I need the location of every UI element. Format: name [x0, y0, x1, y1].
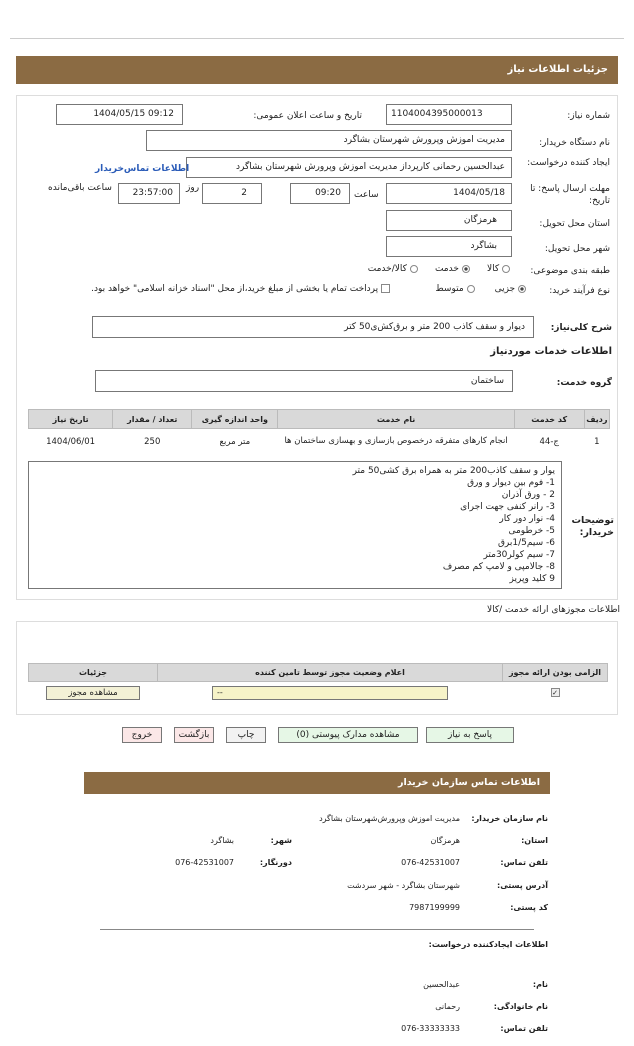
process-label: نوع فرآیند خرید:	[549, 286, 610, 296]
permit-required-checkbox: ✓	[552, 688, 558, 697]
buyer-org-field: مدیریت اموزش وپرورش شهرستان بشاگرد	[146, 130, 512, 151]
buyer-org-label: نام دستگاه خریدار:	[539, 138, 610, 148]
payment-checkbox[interactable]	[381, 284, 390, 293]
table-row: 1 ج-44 انجام کارهای متفرقه درخصوص بازسازی و بهسازی ساختمان ها متر مربع 250 1404/06/01	[46, 436, 600, 447]
creator-details: اطلاعات ایجادکننده درخواست: نام: عبدالحسین نام خانوادگی: رحمانی تلفن تماس: 076-33333333	[401, 940, 548, 1033]
category-option-service[interactable]: خدمت	[435, 264, 470, 274]
province-field: هرمزگان	[386, 210, 512, 231]
creator-label: ایجاد کننده درخواست:	[527, 158, 610, 168]
payment-note: پرداخت تمام یا بخشی از مبلغ خرید،از محل "اسناد خزانه اسلامی" خواهد بود.	[91, 284, 390, 294]
attachments-button[interactable]: مشاهده مدارک پیوستی (0)	[278, 727, 418, 743]
days-field: 2	[202, 183, 262, 204]
print-button[interactable]: چاپ	[226, 727, 266, 743]
creator-field: عبدالحسین رحمانی کارپرداز مدیریت اموزش وپرورش شهرستان بشاگرد	[186, 157, 512, 178]
city-label: شهر محل تحویل:	[544, 244, 610, 254]
page-title: جزئیات اطلاعات نیاز	[507, 64, 608, 75]
deadline-time-field: 09:20	[290, 183, 350, 204]
need-number-field: 1104004395000013	[386, 104, 512, 125]
top-divider	[10, 38, 624, 39]
summary-label: شرح کلی‌نیاز:	[550, 323, 612, 333]
process-option-minor[interactable]: جزیی	[495, 284, 526, 294]
deadline-date-field: 1404/05/18	[386, 183, 512, 204]
reply-button[interactable]: پاسخ به نیاز	[426, 727, 514, 743]
exit-button[interactable]: خروج	[122, 727, 162, 743]
permit-status-field[interactable]: --	[212, 686, 448, 700]
province-label: استان محل تحویل:	[539, 219, 610, 229]
service-table	[28, 409, 610, 455]
category-option-both[interactable]: کالا/خدمت	[368, 264, 418, 274]
table-row	[29, 682, 608, 704]
category-option-goods[interactable]: کالا	[487, 264, 510, 274]
need-number-label: شماره نیاز:	[567, 111, 610, 121]
remaining-time-field: 23:57:00	[118, 183, 180, 204]
buyer-contact-link[interactable]: اطلاعات تماس‌خریدار	[95, 164, 190, 174]
announce-datetime-label: تاریخ و ساعت اعلان عمومی:	[253, 111, 362, 121]
back-button[interactable]: بازگشت	[174, 727, 214, 743]
category-label: طبقه بندی موضوعی:	[530, 266, 610, 276]
service-table-header: ردیف کد خدمت نام خدمت واحد اندازه گیری تعداد / مقدار تاریخ نیاز	[29, 410, 610, 429]
days-label: روز	[186, 183, 200, 193]
service-group-label: گروه خدمت:	[556, 378, 612, 388]
deadline-label: مهلت ارسال پاسخ: تا تاریخ:	[530, 184, 610, 206]
announce-datetime-field: 1404/05/15 09:12	[56, 104, 183, 125]
category-options	[368, 264, 510, 274]
remaining-label: ساعت باقی‌مانده	[48, 183, 112, 193]
services-info-title: اطلاعات خدمات موردنیاز	[490, 346, 612, 357]
permits-title: اطلاعات مجوزهای ارائه خدمت /کالا	[486, 605, 620, 615]
buyer-description-box: یوار و سقف کاذب200 متر به همراه برق کشی50 متر 1- فوم بین دیوار و ورق 2 - ورق آذران 3- رانر کنفی جهت اجرای 4- نوار دور کار 5- خرطومی 6- سیم1/5برق 7- سیم کولر30متر 8- جالامپی و لامپ کم مصرف 9 کلید وپریز	[28, 461, 562, 589]
time-label: ساعت	[354, 190, 379, 200]
buyer-description-label: توضیحات خریدار:	[571, 515, 614, 538]
city-field: بشاگرد	[386, 236, 512, 257]
page-header	[16, 56, 618, 84]
contact-divider	[100, 929, 534, 930]
contact-details: نام سازمان خریدار: مدیریت اموزش وپرورش‌شهرستان بشاگرد استان: هرمزگان شهر: بشاگرد تلفن تماس: 076-42531007 دورنگار: 076-42531007 آدرس پستی: شهرستان بشاگرد - شهر سردشت کد پستی: 7987199999	[175, 814, 548, 912]
permits-table: الزامی بودن ارائه مجوز اعلام وضعیت مجوز توسط تامین کننده جزئیات ✓ -- مشاهده مجوز	[28, 663, 608, 704]
process-option-medium[interactable]: متوسط	[435, 284, 474, 294]
summary-field: دیوار و سقف کاذب 200 متر و برق‌کش‌ی50 کتر	[92, 316, 534, 338]
service-group-field: ساختمان	[95, 370, 513, 392]
contact-header: اطلاعات تماس سازمان خریدار	[84, 772, 550, 794]
process-options	[435, 284, 526, 294]
view-permit-button[interactable]: مشاهده مجوز	[46, 686, 140, 700]
